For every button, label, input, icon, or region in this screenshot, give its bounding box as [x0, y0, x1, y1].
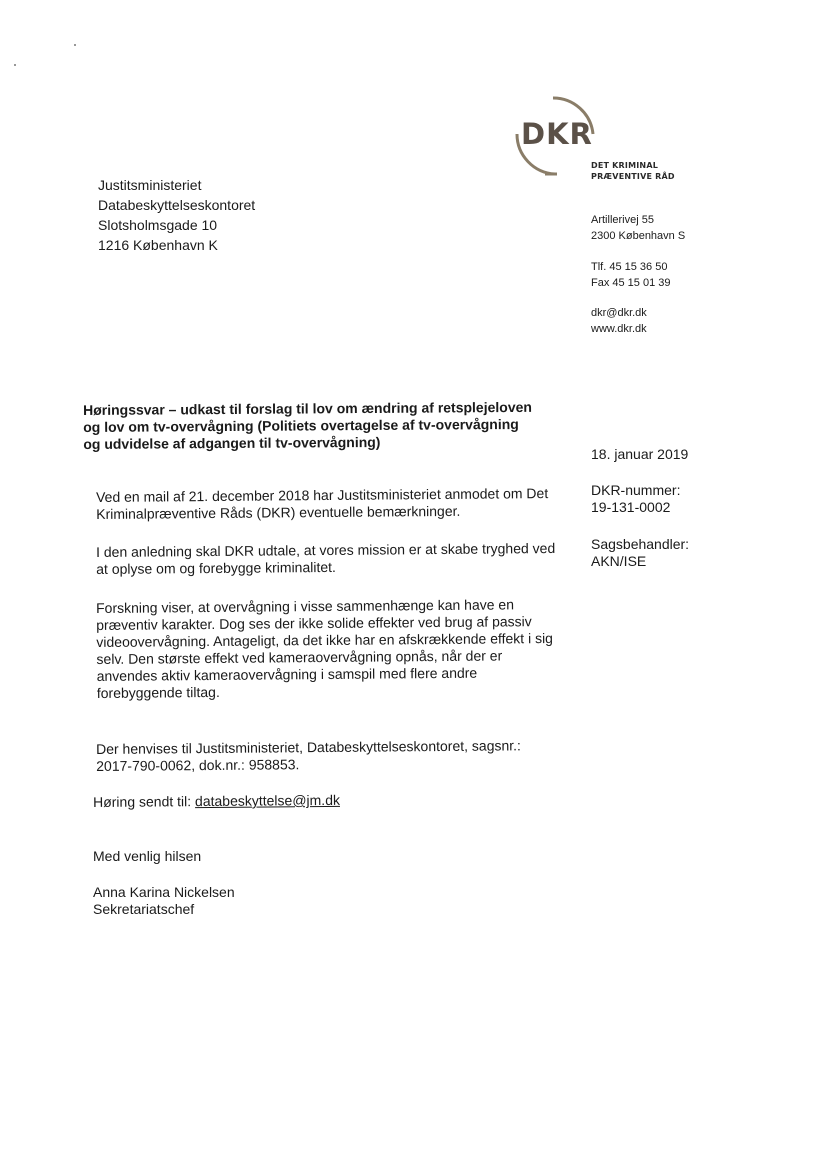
body-paragraph-2 [96, 540, 591, 578]
dkr-number-block [591, 482, 680, 516]
letter-date: 18. januar 2019 [591, 446, 689, 462]
paragraph-line: Forskning viser, at overvågning i visse sammenhænge kan have en [96, 596, 515, 616]
sender-phone: Tlf. 45 15 36 50 [591, 261, 668, 273]
closing-greeting [93, 848, 201, 865]
paragraph-line: Der henvises til Justitsministeriet, Databeskyttelseskontoret, sagsnr.: [96, 737, 521, 757]
dkr-number-label: DKR-nummer: [591, 482, 681, 498]
sender-contact-block [591, 305, 647, 337]
paragraph-line: at oplyse om og forebygge kriminalitet. [96, 558, 336, 577]
paragraph-line: forebyggende tiltag. [96, 683, 220, 701]
body-paragraph-1 [96, 485, 591, 523]
sent-to-line [93, 790, 588, 811]
logo-tagline-line2: PRÆVENTIVE RÅD [591, 172, 675, 181]
sender-web: www.dkr.dk [591, 323, 647, 335]
sender-address [591, 212, 685, 244]
paragraph-line: Ved en mail af 21. december 2018 har Justitsministeriet anmodet om Det [96, 485, 549, 505]
letter-date-block [591, 446, 688, 463]
sender-phone-block [591, 259, 671, 291]
sender-email: dkr@dkr.dk [591, 307, 647, 319]
subject-line3: og udvidelse af adgangen til tv-overvågning) [83, 433, 381, 452]
body-paragraph-4 [96, 737, 591, 775]
logo-tagline [591, 160, 675, 182]
recipient-line1: Justitsministeriet [98, 177, 202, 193]
scan-speck [74, 44, 76, 46]
letter-subject [83, 398, 593, 453]
paragraph-line: 2017-790-0062, dok.nr.: 958853. [96, 756, 300, 774]
recipient-line4: 1216 København K [98, 237, 218, 253]
case-handler-block [591, 536, 689, 570]
case-handler-label: Sagsbehandler: [591, 536, 690, 552]
signatory-title: Sekretariatschef [93, 901, 195, 917]
body-paragraph-3 [96, 596, 592, 702]
paragraph-line: I den anledning skal DKR udtale, at vores mission er at skabe tryghed ved [96, 539, 556, 560]
paragraph-line: videoovervågning. Antageligt, da det ikke har en afskrækkende effekt i sig [96, 630, 554, 650]
subject-line2: og lov om tv-overvågning (Politiets overtagelse af tv-overvågning [83, 415, 519, 435]
paragraph-line: præventiv karakter. Dog ses der ikke solide effekter ved brug af passiv [96, 613, 532, 633]
greeting: Med venlig hilsen [93, 848, 202, 864]
recipient-address [98, 175, 255, 255]
dkr-number: 19-131-0002 [591, 499, 671, 515]
subject-line1: Høringssvar – udkast til forslag til lov om ændring af retsplejeloven [83, 398, 532, 418]
sent-to-email-link[interactable]: databeskyttelse@jm.dk [194, 791, 341, 810]
sent-to-row [93, 790, 588, 811]
recipient-line3: Slotsholmsgade 10 [98, 217, 218, 233]
paragraph-line: selv. Den største effekt ved kameraovervågning opnås, når der er [96, 647, 503, 667]
paragraph-line: Kriminalpræventive Råds (DKR) eventuelle bemærkninger. [96, 502, 461, 522]
signatory-name: Anna Karina Nickelsen [93, 884, 235, 900]
case-handler: AKN/ISE [591, 553, 647, 569]
sender-fax: Fax 45 15 01 39 [591, 277, 671, 289]
sent-to-label: Høring sendt til: [93, 793, 196, 810]
paragraph-line: anvendes aktiv kameraovervågning i samspil med flere andre [96, 664, 478, 684]
sender-city: 2300 København S [591, 230, 686, 242]
logo-tagline-line1: DET KRIMINAL [591, 161, 659, 170]
recipient-line2: Databeskyttelseskontoret [98, 197, 256, 213]
scan-speck [14, 64, 16, 66]
dkr-logo: DKR [521, 117, 593, 151]
sender-street: Artillerivej 55 [591, 214, 654, 226]
signature-block [93, 884, 235, 918]
